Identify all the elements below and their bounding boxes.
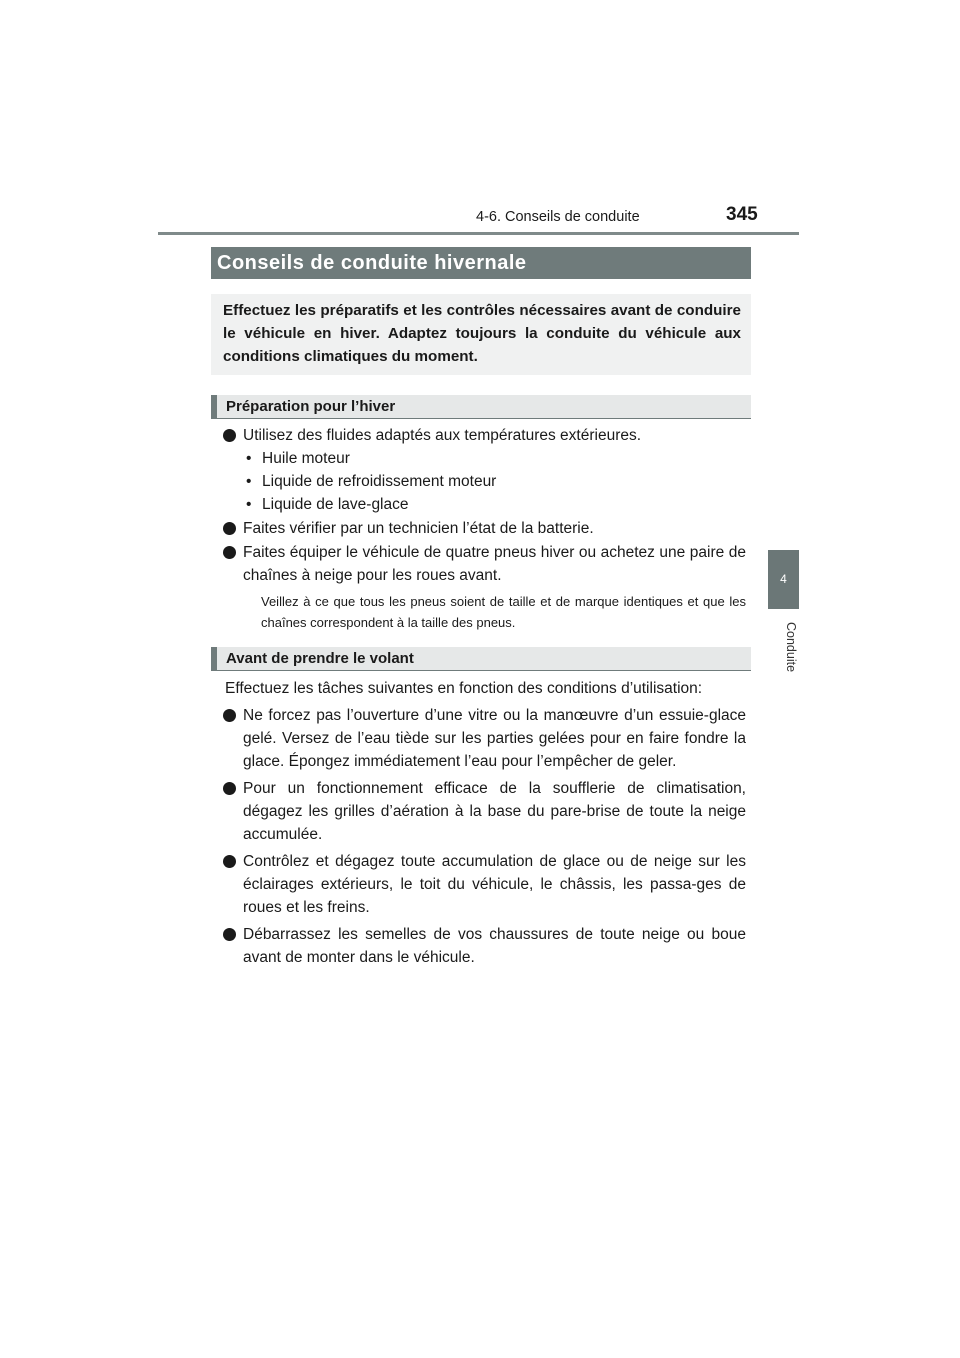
bullet-icon <box>223 855 236 868</box>
chapter-label: Conduite <box>784 622 798 673</box>
header-divider <box>158 232 799 235</box>
list-item-text: Débarrassez les semelles de vos chaussures de toute neige ou boue avant de monter dans le véhicule. <box>243 926 746 966</box>
page-number: 345 <box>726 204 758 225</box>
list-item <box>216 923 746 969</box>
sub-list-item-text: Huile moteur <box>262 450 350 467</box>
list-item <box>216 517 746 540</box>
winter-preparation-content <box>216 424 746 633</box>
list-item-text: Utilisez des fluides adaptés aux températures extérieures. <box>243 427 642 444</box>
list-item <box>216 704 746 773</box>
section-header: 4-6. Conseils de conduite <box>476 209 640 225</box>
sub-list-item <box>216 470 746 493</box>
sub-bullet-icon: • <box>246 496 252 513</box>
sub-list-item <box>216 447 746 470</box>
list-item-text: Ne forcez pas l’ouverture d’une vitre ou la manœuvre d’un essuie-glace gelé. Versez de l’eau tiède sur les parties gelées pour en faire fondre la glace. Épongez immédiatement l’eau pour l’empêcher de geler. <box>243 707 746 770</box>
list-item-text: Faites vérifier par un technicien l’état de la batterie. <box>243 520 594 537</box>
bullet-icon <box>223 709 236 722</box>
sub-list-item-text: Liquide de lave-glace <box>262 496 409 513</box>
before-driving-content <box>216 677 746 969</box>
sub-list-item-text: Liquide de refroidissement moteur <box>262 473 497 490</box>
bullet-icon <box>223 928 236 941</box>
sub-list-item <box>216 493 746 516</box>
intro-box: Effectuez les préparatifs et les contrôles nécessaires avant de conduire le véhicule en hiver. Adaptez toujours la conduite du véhicule aux conditions climatiques du moment. <box>211 294 751 375</box>
sub-bullet-icon: • <box>246 473 252 490</box>
list-item-text: Pour un fonctionnement efficace de la soufflerie de climatisation, dégagez les grilles d’aération à la base du pare-brise de toute la neige accumulée. <box>243 780 746 843</box>
list-item-text: Faites équiper le véhicule de quatre pneus hiver ou achetez une paire de chaînes à neige pour les roues avant. <box>243 544 746 584</box>
subheading-winter-preparation: Préparation pour l’hiver <box>211 395 751 419</box>
subheading-before-driving: Avant de prendre le volant <box>211 647 751 671</box>
bullet-icon <box>223 782 236 795</box>
page-title: Conseils de conduite hivernale <box>211 247 751 279</box>
list-item <box>216 850 746 919</box>
list-item <box>216 777 746 846</box>
bullet-icon <box>223 429 236 442</box>
list-item-text: Contrôlez et dégagez toute accumulation de glace ou de neige sur les éclairages extérieurs, le toit du véhicule, le châssis, les passa-ges de roues et les freins. <box>243 853 746 916</box>
list-item <box>216 541 746 587</box>
note-text: Veillez à ce que tous les pneus soient de taille et de marque identiques et que les chaînes correspondent à la taille des pneus. <box>261 594 746 630</box>
bullet-icon <box>223 522 236 535</box>
sub-bullet-icon: • <box>246 450 252 467</box>
bullet-icon <box>223 546 236 559</box>
lead-text: Effectuez les tâches suivantes en fonction des conditions d’utilisation: <box>225 680 703 697</box>
chapter-tab: 4 <box>768 550 799 609</box>
list-item <box>216 424 746 447</box>
